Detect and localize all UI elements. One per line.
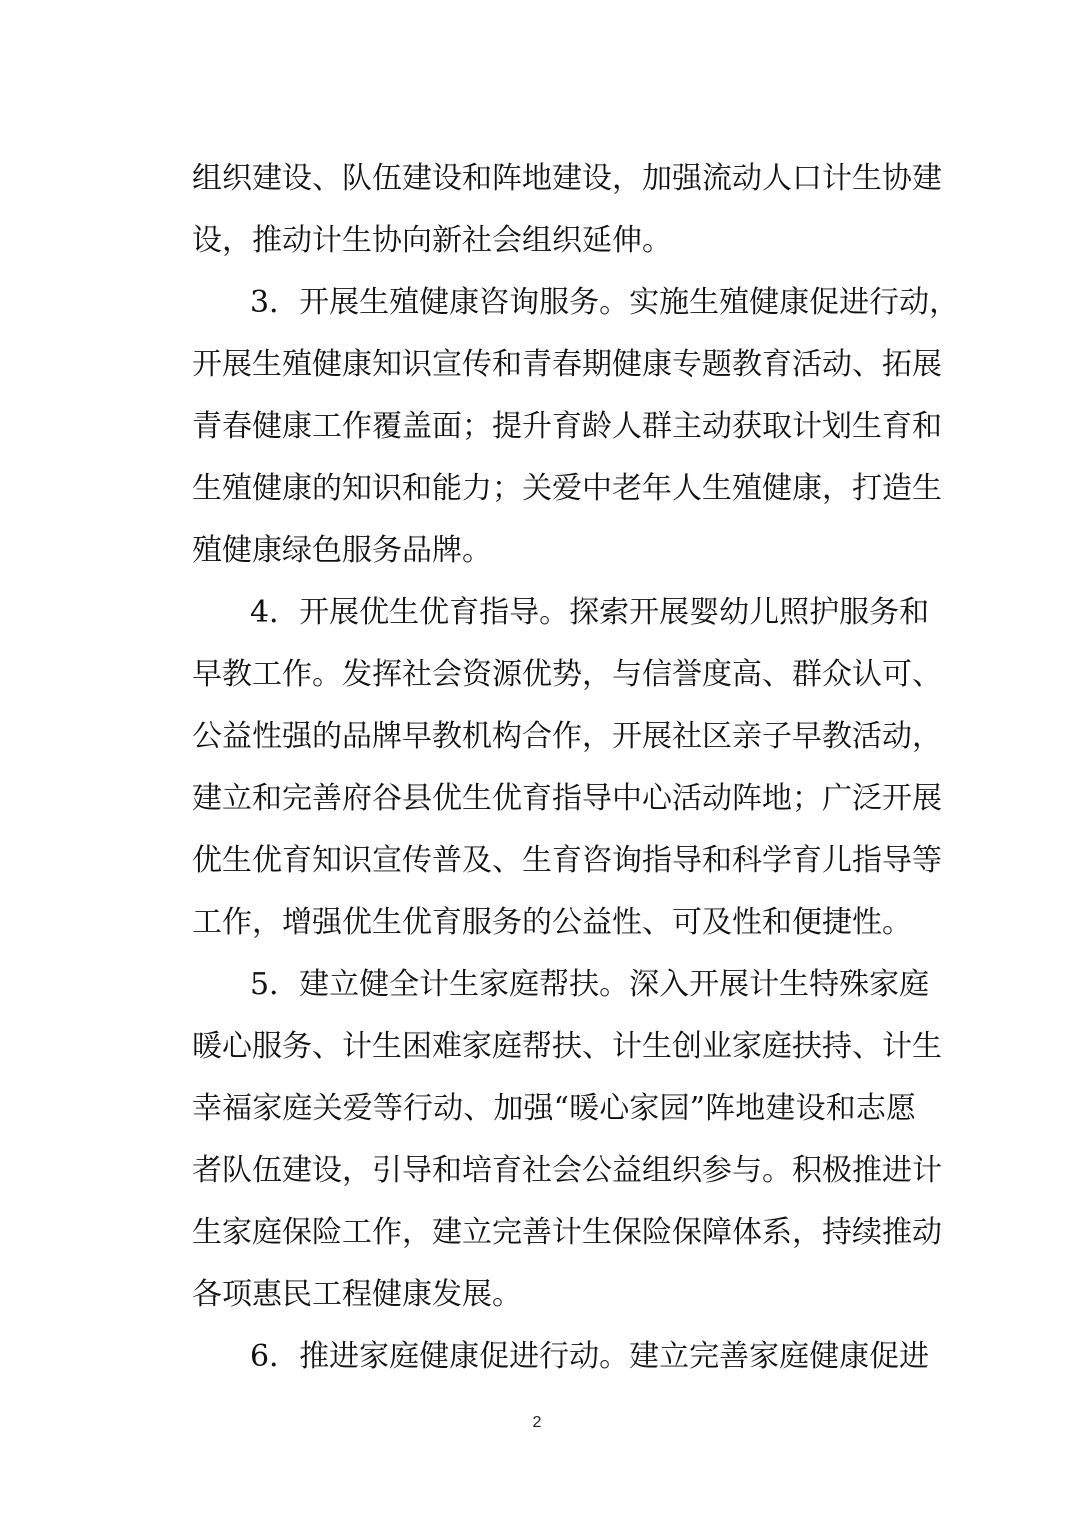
text-line: 优生优育知识宣传普及、生育咨询指导和科学育儿指导等 bbox=[192, 843, 942, 878]
body-text bbox=[192, 148, 960, 1388]
text-line: 者队伍建设，引导和培育社会公益组织参与。积极推进计 bbox=[192, 1153, 942, 1188]
text-line: 组织建设、队伍建设和阵地建设，加强流动人口计生协建 bbox=[192, 161, 942, 196]
paragraph-2 bbox=[192, 272, 960, 582]
text-line: 设，推动计生协向新社会组织延伸。 bbox=[192, 223, 672, 258]
text-line: 工作，增强优生优育服务的公益性、可及性和便捷性。 bbox=[192, 905, 912, 940]
paragraph-1 bbox=[192, 148, 942, 272]
text-line: 生殖健康的知识和能力；关爱中老年人生殖健康，打造生 bbox=[192, 471, 942, 506]
text-line: 建立和完善府谷县优生优育指导中心活动阵地；广泛开展 bbox=[192, 781, 942, 816]
paragraph-3 bbox=[192, 582, 942, 954]
text-line: 开展生殖健康知识宣传和青春期健康专题教育活动、拓展 bbox=[192, 347, 942, 382]
page-number: 2 bbox=[532, 1414, 542, 1431]
paragraph-4 bbox=[192, 954, 942, 1326]
text-line: 公益性强的品牌早教机构合作，开展社区亲子早教活动， bbox=[192, 719, 942, 754]
text-line: 生家庭保险工作，建立完善计生保险保障体系，持续推动 bbox=[192, 1215, 942, 1250]
text-line: 青春健康工作覆盖面；提升育龄人群主动获取计划生育和 bbox=[192, 409, 942, 444]
text-line: 幸福家庭关爱等行动、加强“暖心家园”阵地建设和志愿 bbox=[192, 1091, 916, 1126]
text-line: 5．建立健全计生家庭帮扶。深入开展计生特殊家庭 bbox=[250, 967, 930, 1002]
text-line: 暖心服务、计生困难家庭帮扶、计生创业家庭扶持、计生 bbox=[192, 1029, 942, 1064]
text-line: 早教工作。发挥社会资源优势，与信誉度高、群众认可、 bbox=[192, 657, 942, 692]
text-line: 4．开展优生优育指导。探索开展婴幼儿照护服务和 bbox=[250, 595, 930, 630]
text-line: 各项惠民工程健康发展。 bbox=[192, 1277, 522, 1312]
text-line: 3．开展生殖健康咨询服务。实施生殖健康促进行动， bbox=[250, 285, 960, 320]
text-line: 殖健康绿色服务品牌。 bbox=[192, 533, 492, 568]
text-line: 6．推进家庭健康促进行动。建立完善家庭健康促进 bbox=[250, 1339, 930, 1374]
paragraph-5 bbox=[192, 1326, 930, 1388]
